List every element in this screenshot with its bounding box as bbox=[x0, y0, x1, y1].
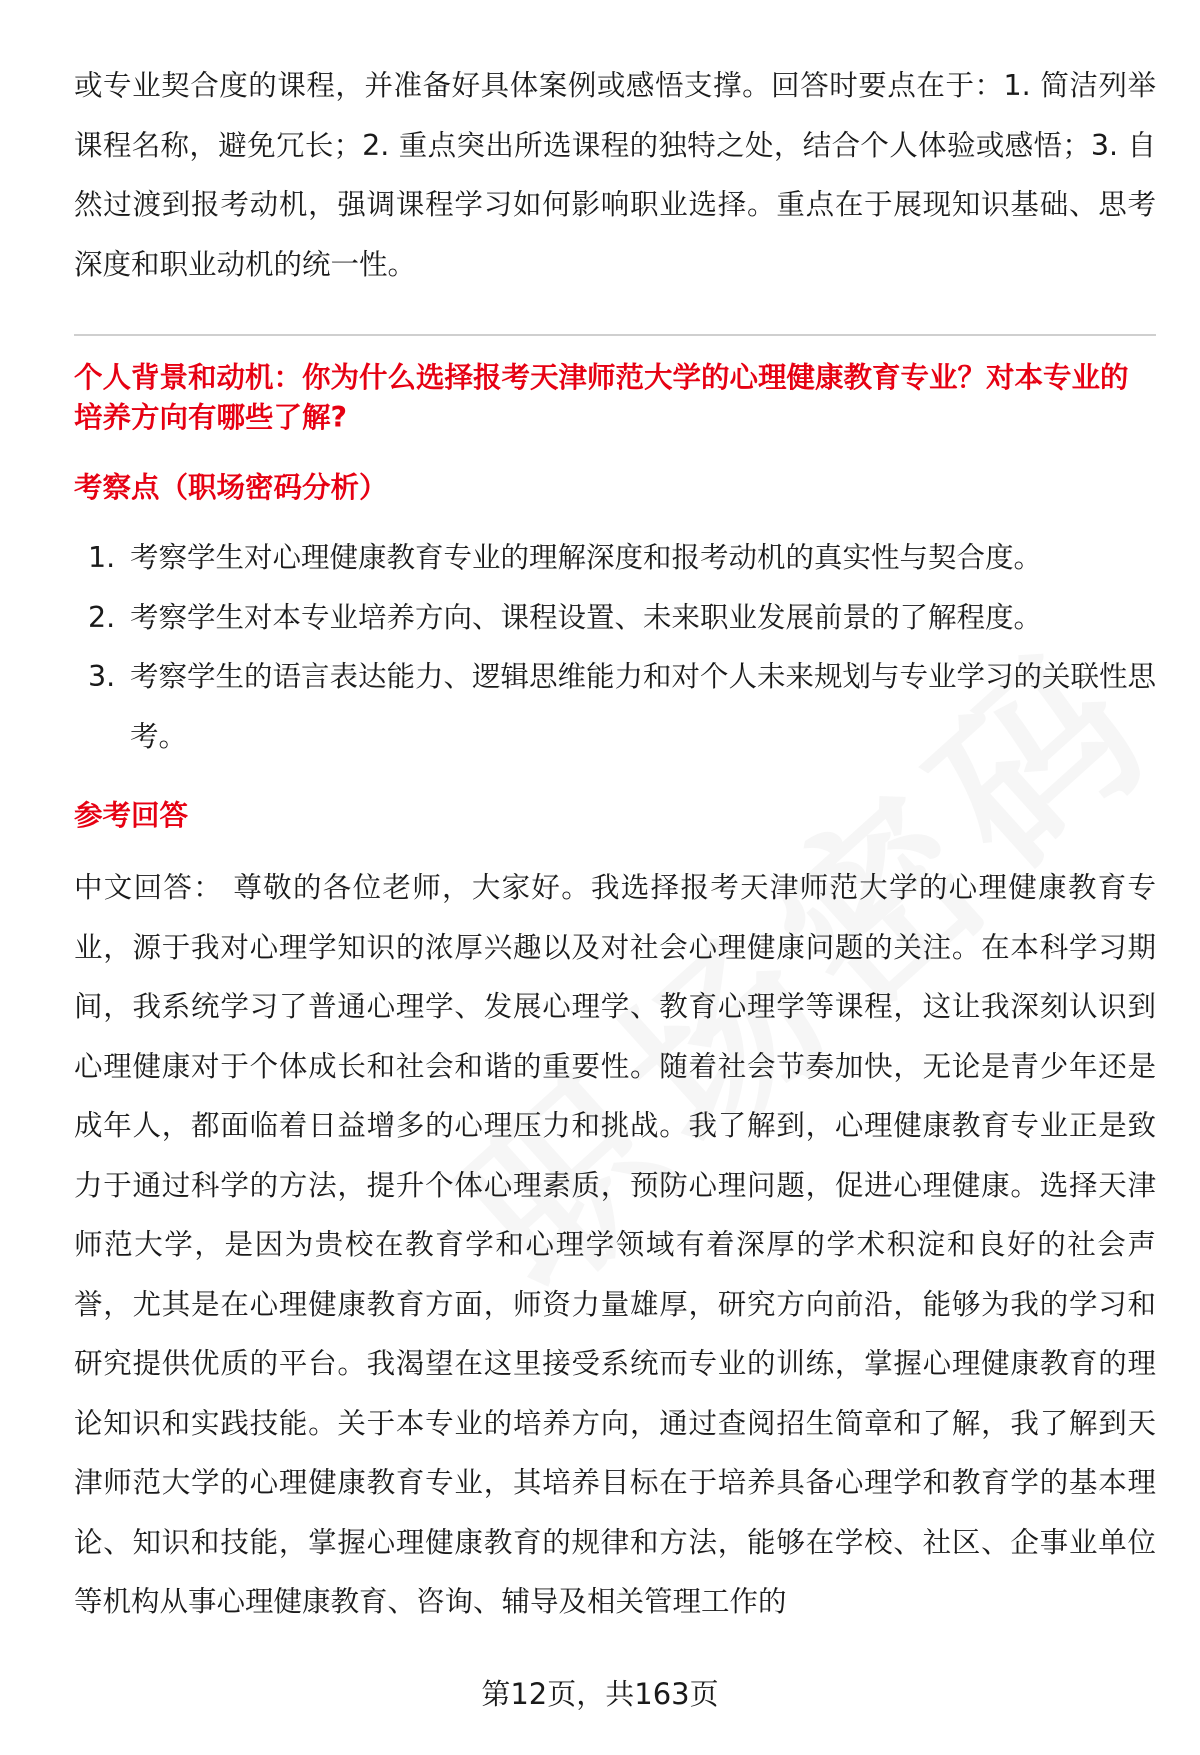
document-page bbox=[74, 56, 1156, 1632]
list-item bbox=[74, 528, 1156, 588]
list-item-number: 1. bbox=[88, 541, 116, 574]
section-divider bbox=[74, 334, 1156, 336]
answer-paragraph: 中文回答： 尊敬的各位老师，大家好。我选择报考天津师范大学的心理健康教育专业，源于我对心理学知识的浓厚兴趣以及对社会心理健康问题的关注。在本科学习期间，我系统学习了普通心理学、发展心理学、教育心理学等课程，这让我深刻认识到心理健康对于个体成长和社会和谐的重要性。随着社会节奏加快，无论是青少年还是成年人，都面临着日益增多的心理压力和挑战。我了解到，心理健康教育专业正是致力于通过科学的方法，提升个体心理素质，预防心理问题，促进心理健康。选择天津师范大学，是因为贵校在教育学和心理学领域有着深厚的学术积淀和良好的社会声誉，尤其是在心理健康教育方面，师资力量雄厚，研究方向前沿，能够为我的学习和研究提供优质的平台。我渴望在这里接受系统而专业的训练，掌握心理健康教育的理论知识和实践技能。关于本专业的培养方向，通过查阅招生简章和了解，我了解到天津师范大学的心理健康教育专业，其培养目标在于培养具备心理学和教育学的基本理论、知识和技能，掌握心理健康教育的规律和方法，能够在学校、社区、企事业单位等机构从事心理健康教育、咨询、辅导及相关管理工作的 bbox=[74, 871, 1156, 1618]
points-list bbox=[74, 528, 1156, 766]
page-footer: 第12页，共163页 bbox=[481, 1677, 719, 1711]
list-item-number: 2. bbox=[88, 600, 116, 634]
list-item-text: 考察学生对本专业培养方向、课程设置、未来职业发展前景的了解程度。 bbox=[130, 600, 1043, 634]
question-heading: 个人背景和动机：你为什么选择报考天津师范大学的心理健康教育专业？对本专业的培养方向有哪些了解? bbox=[74, 361, 1129, 434]
points-title: 考察点（职场密码分析） bbox=[74, 471, 388, 504]
intro-paragraph: 或专业契合度的课程，并准备好具体案例或感悟支撑。回答时要点在于：1. 简洁列举课程名称，避免冗长；2. 重点突出所选课程的独特之处，结合个人体验或感悟；3. 自然过渡到报考动机，强调课程学习如何影响职业选择。重点在于展现知识基础、思考深度和职业动机的统一性。 bbox=[74, 69, 1156, 281]
list-item-text: 考察学生的语言表达能力、逻辑思维能力和对个人未来规划与专业学习的关联性思考。 bbox=[130, 660, 1157, 753]
list-item-number: 3. bbox=[88, 660, 116, 693]
list-item bbox=[74, 647, 1156, 766]
list-item bbox=[74, 588, 1156, 648]
list-item-text: 考察学生对心理健康教育专业的理解深度和报考动机的真实性与契合度。 bbox=[130, 541, 1043, 574]
answer-title: 参考回答 bbox=[74, 799, 189, 832]
